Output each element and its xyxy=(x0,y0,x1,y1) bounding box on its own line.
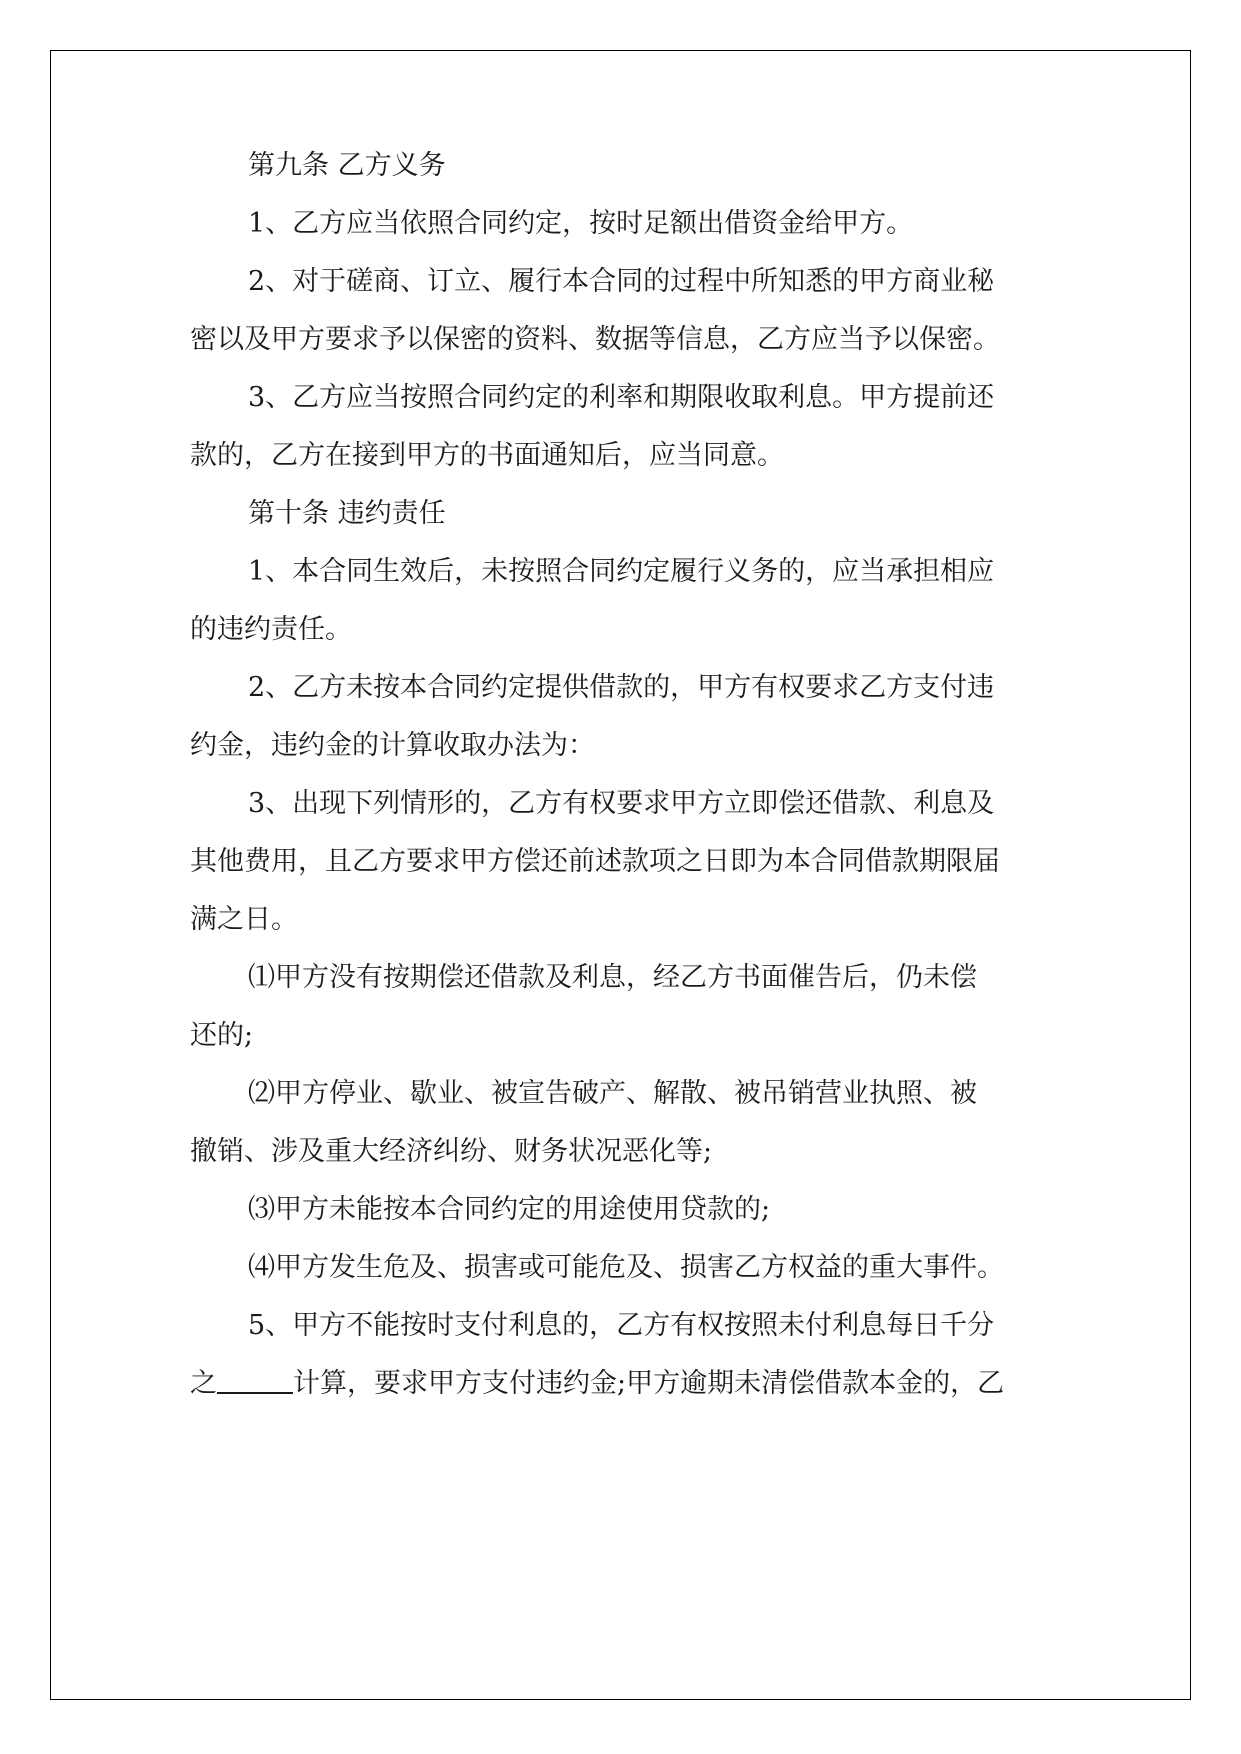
fill-in-blank xyxy=(217,1368,293,1394)
article-10-sub-3: ⑶甲方未能按本合同约定的用途使用贷款的; xyxy=(248,1194,771,1225)
article-10-item-5-line-1: 5、甲方不能按时支付利息的，乙方有权按照未付利息每日千分 xyxy=(248,1310,995,1341)
article-10-sub-2-line-1: ⑵甲方停业、歇业、被宣告破产、解散、被吊销营业执照、被 xyxy=(248,1078,977,1109)
article-9-item-3-line-1: 3、乙方应当按照合同约定的利率和期限收取利息。甲方提前还 xyxy=(248,382,995,413)
article-10-item-3-line-2: 其他费用，且乙方要求甲方偿还前述款项之日即为本合同借款期限届 xyxy=(190,846,1000,877)
item-5-prefix: 之 xyxy=(190,1368,217,1399)
article-10-sub-1-line-1: ⑴甲方没有按期偿还借款及利息，经乙方书面催告后，仍未偿 xyxy=(248,962,977,993)
article-10-heading: 第十条 违约责任 xyxy=(248,498,446,529)
article-10-sub-1-line-2: 还的; xyxy=(190,1020,254,1051)
article-10-sub-2-line-2: 撤销、涉及重大经济纠纷、财务状况恶化等; xyxy=(190,1136,713,1167)
article-10-sub-4: ⑷甲方发生危及、损害或可能危及、损害乙方权益的重大事件。 xyxy=(248,1252,1004,1283)
article-10-item-1-line-1: 1、本合同生效后，未按照合同约定履行义务的，应当承担相应 xyxy=(248,556,995,587)
item-5-suffix: 计算，要求甲方支付违约金;甲方逾期未清偿借款本金的，乙 xyxy=(293,1368,1005,1399)
article-9-item-2-line-2: 密以及甲方要求予以保密的资料、数据等信息，乙方应当予以保密。 xyxy=(190,324,1000,355)
article-10-item-5-line-2 xyxy=(190,1364,1004,1404)
article-10-item-2-line-2: 约金，违约金的计算收取办法为： xyxy=(190,730,595,761)
article-9-item-2-line-1: 2、对于磋商、订立、履行本合同的过程中所知悉的甲方商业秘 xyxy=(248,266,995,297)
article-10-item-2-line-1: 2、乙方未按本合同约定提供借款的，甲方有权要求乙方支付违 xyxy=(248,672,995,703)
article-9-heading: 第九条 乙方义务 xyxy=(248,150,446,181)
article-9-item-3-line-2: 款的，乙方在接到甲方的书面通知后，应当同意。 xyxy=(190,440,784,471)
article-10-item-3-line-3: 满之日。 xyxy=(190,904,298,935)
article-10-item-3-line-1: 3、出现下列情形的，乙方有权要求甲方立即偿还借款、利息及 xyxy=(248,788,995,819)
article-10-item-1-line-2: 的违约责任。 xyxy=(190,614,352,645)
article-9-item-1: 1、乙方应当依照合同约定，按时足额出借资金给甲方。 xyxy=(248,208,914,239)
